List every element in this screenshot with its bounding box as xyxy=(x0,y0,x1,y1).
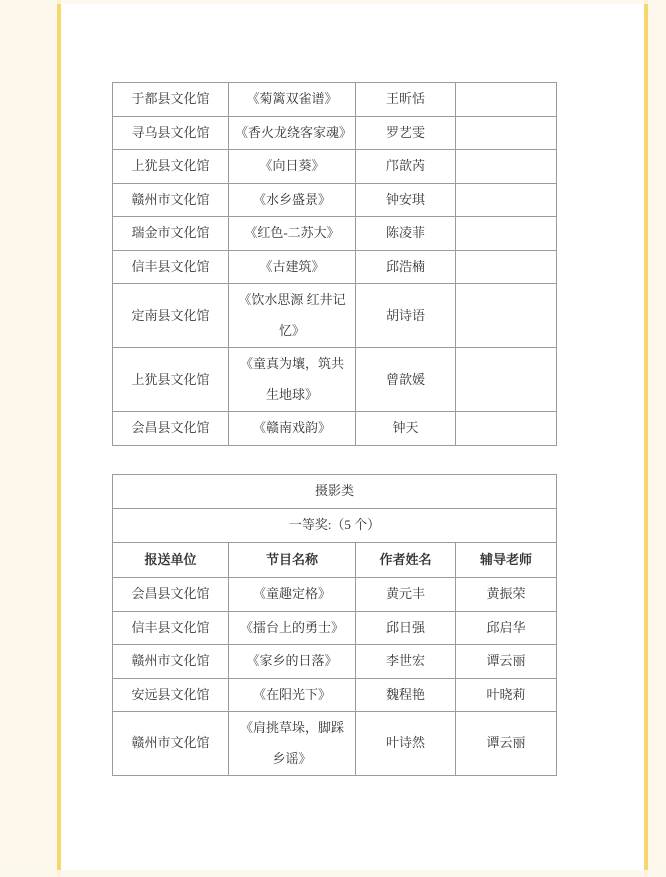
page-edge-top xyxy=(0,0,666,4)
unit-cell: 赣州市文化馆 xyxy=(113,712,229,776)
title-cell: 《擂台上的勇士》 xyxy=(229,611,356,645)
table-row xyxy=(113,183,557,217)
category-title: 摄影类 xyxy=(113,475,557,509)
author-cell: 钟安琪 xyxy=(356,183,456,217)
table-row xyxy=(113,578,557,612)
tutor-cell xyxy=(456,150,557,184)
header-author: 作者姓名 xyxy=(356,543,456,578)
column-header-row xyxy=(113,543,557,578)
table-row xyxy=(113,611,557,645)
unit-cell: 安远县文化馆 xyxy=(113,678,229,712)
unit-cell: 赣州市文化馆 xyxy=(113,183,229,217)
tutor-cell xyxy=(456,284,557,348)
title-cell: 《童趣定格》 xyxy=(229,578,356,612)
table-row xyxy=(113,83,557,117)
title-cell: 《家乡的日落》 xyxy=(229,645,356,679)
title-cell: 《向日葵》 xyxy=(229,150,356,184)
photography-awards-table-body xyxy=(113,475,557,776)
author-cell: 魏程艳 xyxy=(356,678,456,712)
table-row xyxy=(113,217,557,251)
author-cell: 李世宏 xyxy=(356,645,456,679)
table-row xyxy=(113,412,557,446)
tutor-cell: 谭云丽 xyxy=(456,712,557,776)
author-cell: 胡诗语 xyxy=(356,284,456,348)
tutor-cell xyxy=(456,412,557,446)
category-row xyxy=(113,475,557,509)
author-cell: 曾歆媛 xyxy=(356,348,456,412)
table-row xyxy=(113,645,557,679)
awards-table-continued xyxy=(112,82,557,446)
table-row xyxy=(113,116,557,150)
page-edge-bottom xyxy=(0,870,666,877)
unit-cell: 上犹县文化馆 xyxy=(113,348,229,412)
photography-awards-table xyxy=(112,474,557,776)
document-page xyxy=(57,0,648,877)
table-row xyxy=(113,250,557,284)
unit-cell: 信丰县文化馆 xyxy=(113,611,229,645)
unit-cell: 于都县文化馆 xyxy=(113,83,229,117)
title-cell: 《香火龙绕客家魂》 xyxy=(229,116,356,150)
tutor-cell xyxy=(456,217,557,251)
tutor-cell xyxy=(456,116,557,150)
title-cell: 《饮水思源 红井记忆》 xyxy=(229,284,356,348)
unit-cell: 赣州市文化馆 xyxy=(113,645,229,679)
title-cell: 《红色-二苏大》 xyxy=(229,217,356,251)
awards-table-continued-body xyxy=(113,83,557,446)
unit-cell: 定南县文化馆 xyxy=(113,284,229,348)
unit-cell: 会昌县文化馆 xyxy=(113,578,229,612)
author-cell: 邱浩楠 xyxy=(356,250,456,284)
tutor-cell: 黄振荣 xyxy=(456,578,557,612)
table-row xyxy=(113,712,557,776)
header-unit: 报送单位 xyxy=(113,543,229,578)
tutor-cell xyxy=(456,348,557,412)
author-cell: 叶诗然 xyxy=(356,712,456,776)
header-tutor: 辅导老师 xyxy=(456,543,557,578)
tutor-cell xyxy=(456,83,557,117)
unit-cell: 会昌县文化馆 xyxy=(113,412,229,446)
unit-cell: 信丰县文化馆 xyxy=(113,250,229,284)
unit-cell: 上犹县文化馆 xyxy=(113,150,229,184)
title-cell: 《在阳光下》 xyxy=(229,678,356,712)
tutor-cell xyxy=(456,183,557,217)
title-cell: 《赣南戏韵》 xyxy=(229,412,356,446)
title-cell: 《童真为壤，筑共生地球》 xyxy=(229,348,356,412)
header-title: 节目名称 xyxy=(229,543,356,578)
author-cell: 王昕恬 xyxy=(356,83,456,117)
tutor-cell: 叶晓莉 xyxy=(456,678,557,712)
unit-cell: 瑞金市文化馆 xyxy=(113,217,229,251)
table-row xyxy=(113,150,557,184)
table-row xyxy=(113,678,557,712)
table-row xyxy=(113,348,557,412)
author-cell: 罗艺雯 xyxy=(356,116,456,150)
award-level-label: 一等奖:（5 个） xyxy=(113,509,557,543)
award-level-row xyxy=(113,509,557,543)
title-cell: 《菊篱双雀谱》 xyxy=(229,83,356,117)
title-cell: 《古建筑》 xyxy=(229,250,356,284)
table-row xyxy=(113,284,557,348)
tutor-cell: 谭云丽 xyxy=(456,645,557,679)
author-cell: 钟天 xyxy=(356,412,456,446)
author-cell: 邱日强 xyxy=(356,611,456,645)
author-cell: 邝歆芮 xyxy=(356,150,456,184)
tutor-cell xyxy=(456,250,557,284)
title-cell: 《水乡盛景》 xyxy=(229,183,356,217)
author-cell: 陈凌菲 xyxy=(356,217,456,251)
tutor-cell: 邱启华 xyxy=(456,611,557,645)
unit-cell: 寻乌县文化馆 xyxy=(113,116,229,150)
title-cell: 《肩挑草垛，脚踩乡谣》 xyxy=(229,712,356,776)
author-cell: 黄元丰 xyxy=(356,578,456,612)
